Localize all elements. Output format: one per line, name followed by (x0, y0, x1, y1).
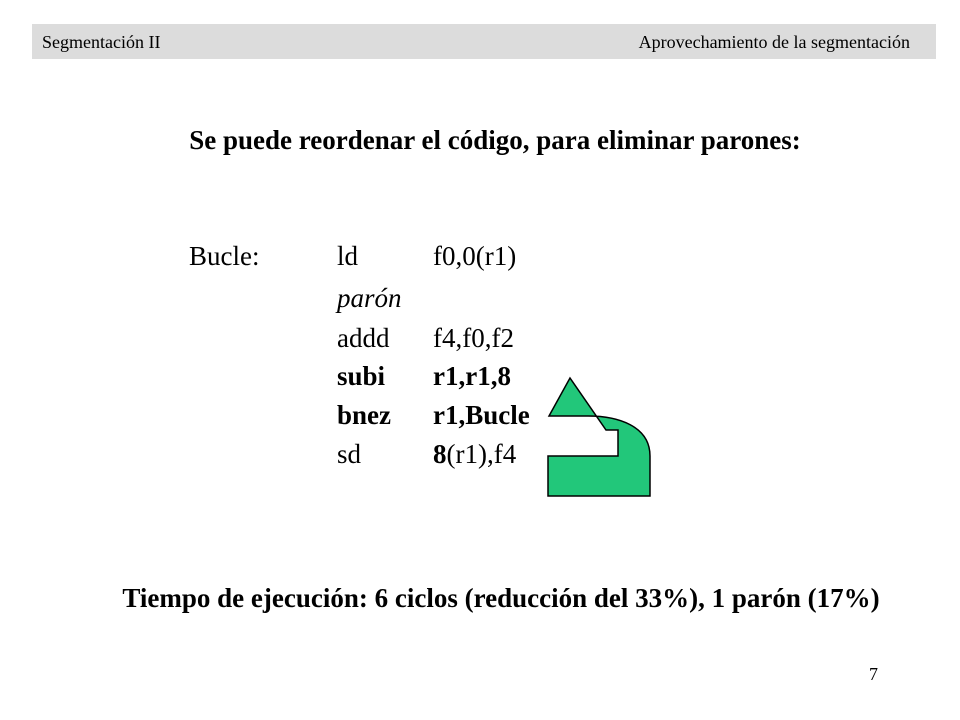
code-op-sd: sd (337, 439, 362, 469)
header-bar (32, 24, 936, 59)
page-number: 7 (869, 664, 878, 684)
code-stall: parón (337, 283, 402, 313)
code-label: Bucle: (189, 241, 260, 271)
curved-u-turn-arrow-icon (544, 370, 656, 500)
arrow-shape (548, 378, 650, 496)
code-args-addd: f4,f0,f2 (433, 323, 514, 353)
code-args-sd (433, 438, 516, 470)
code-op-subi: subi (337, 361, 386, 391)
header-topic-title: Aprovechamiento de la segmentación (638, 32, 910, 52)
code-args-subi: r1,r1,8 (433, 361, 511, 391)
code-args-sd-rest: (r1),f4 (446, 439, 517, 469)
code-args-ld: f0,0(r1) (433, 241, 517, 271)
code-op-addd: addd (337, 323, 390, 353)
header-section-title: Segmentación II (42, 32, 161, 52)
code-args-bnez: r1,Bucle (433, 400, 530, 430)
code-args-sd-offset: 8 (433, 439, 447, 469)
code-op-bnez: bnez (337, 400, 391, 430)
code-op-ld: ld (337, 241, 359, 271)
slide-title: Se puede reordenar el código, para eliminar parones: (189, 125, 801, 155)
execution-time-summary: Tiempo de ejecución: 6 ciclos (reducción del 33%), 1 parón (17%) (122, 583, 880, 613)
